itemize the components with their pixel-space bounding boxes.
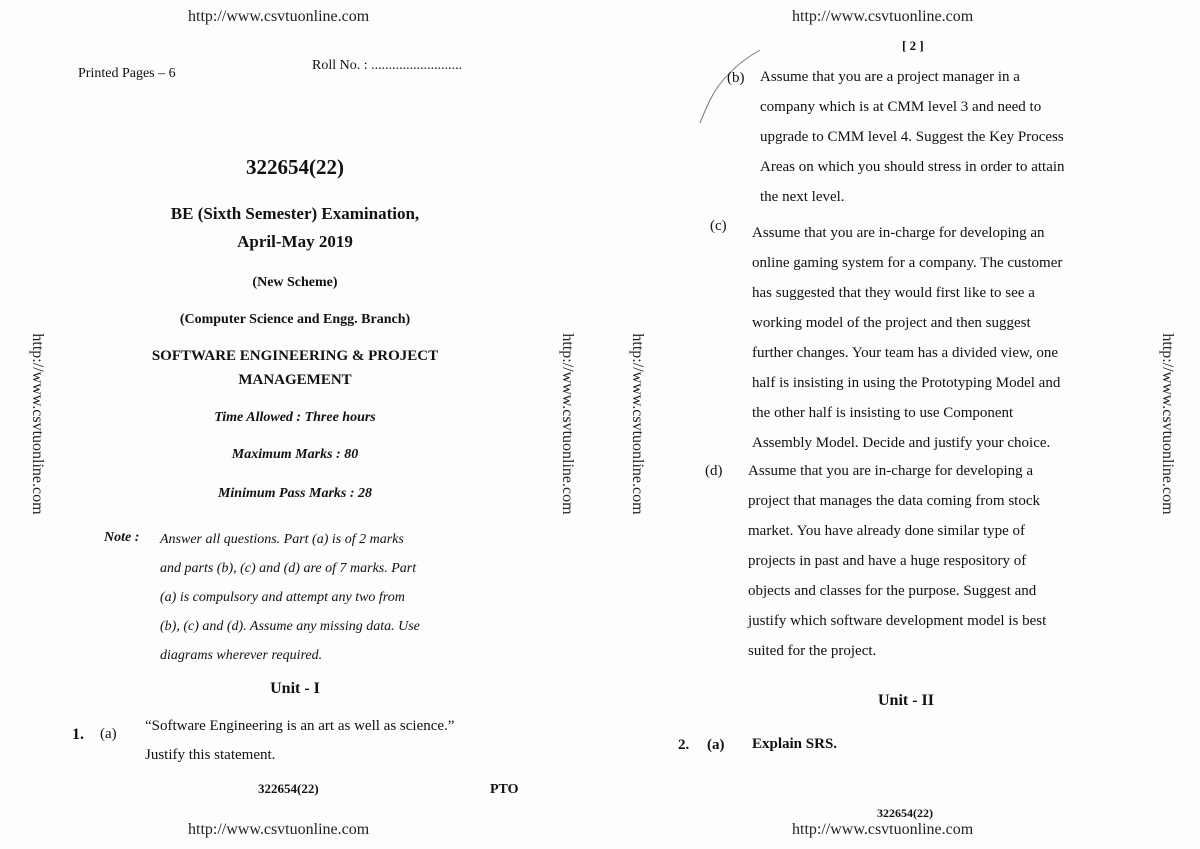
question-b-line: the next level. [760,189,845,205]
question-2a-label: (a) [707,737,725,753]
question-d-line: market. You have already done similar type of [748,523,1026,539]
side-url-center-right: http://www.csvtuonline.com [629,333,646,515]
question-c-line: the other half is insisting to use Component [752,405,1014,421]
question-number-2: 2. [678,737,690,753]
question-c-line: half is insisting in using the Prototyping Model and [752,375,1061,391]
printed-pages: Printed Pages – 6 [78,66,176,81]
note-text [160,525,490,670]
footer-paper-code-left: 322654(22) [258,781,319,796]
header-url-left: http://www.csvtuonline.com [188,8,370,25]
branch: (Computer Science and Engg. Branch) [179,312,411,327]
question-c-label: (c) [710,218,727,234]
question-number-1: 1. [72,726,84,743]
question-2a-text: Explain SRS. [752,736,838,752]
side-url-center-left: http://www.csvtuonline.com [559,333,576,515]
note-line: and parts (b), (c) and (d) are of 7 marks. Part [160,561,417,576]
question-c-line: further changes. Your team has a divided view, one [752,345,1059,361]
question-b-line: Areas on which you should stress in order to attain [760,159,1065,175]
footer-url-left: http://www.csvtuonline.com [188,821,370,838]
question-1a-text-2: Justify this statement. [145,747,276,763]
note-label: Note : [104,530,140,545]
question-d-line: suited for the project. [748,643,877,659]
question-b-text [760,62,1120,212]
exam-session: April-May 2019 [237,232,353,251]
question-1a-text: “Software Engineering is an art as well as science.” [145,718,455,734]
time-allowed: Time Allowed : Three hours [214,410,376,425]
question-d-line: justify which software development model is best [748,613,1047,629]
note-line: Answer all questions. Part (a) is of 2 marks [160,532,404,547]
question-c-line: online gaming system for a company. The customer [752,255,1063,271]
side-url-right: http://www.csvtuonline.com [1159,333,1176,515]
question-d-line: projects in past and have a huge respository of [748,553,1027,569]
question-c-line: Assembly Model. Decide and justify your choice. [752,435,1051,451]
unit-heading-2: Unit - II [878,692,935,709]
question-b-line: Assume that you are a project manager in a [760,69,1020,85]
pto: PTO [490,782,519,797]
question-1a-label: (a) [100,726,117,742]
subject-title: SOFTWARE ENGINEERING & PROJECT [151,348,439,364]
question-d-line: project that manages the data coming from stock [748,493,1040,509]
paper-code: 322654(22) [246,155,344,179]
question-c-line: Assume that you are in-charge for developing an [752,225,1045,241]
minimum-marks: Minimum Pass Marks : 28 [217,486,373,501]
scheme: (New Scheme) [252,275,338,290]
subject-title-2: MANAGEMENT [238,372,352,388]
note-line: (a) is compulsory and attempt any two from [160,590,405,605]
question-b-line: upgrade to CMM level 4. Suggest the Key Process [760,129,1064,145]
question-b-label: (b) [727,70,745,86]
footer-paper-code-right: 322654(22) [877,806,933,820]
header-url-right: http://www.csvtuonline.com [792,8,974,25]
question-c-line: working model of the project and then suggest [752,315,1031,331]
note-line: (b), (c) and (d). Assume any missing data. Use [160,619,420,634]
question-c-line: has suggested that they would first like to see a [752,285,1035,301]
question-c-text [752,218,1122,458]
unit-heading-1: Unit - I [270,680,320,697]
roll-no: Roll No. : .......................... [312,58,463,73]
question-d-label: (d) [705,463,723,479]
note-line: diagrams wherever required. [160,648,323,663]
footer-url-right: http://www.csvtuonline.com [792,821,974,838]
page-number: [ 2 ] [902,38,924,53]
exam-title: BE (Sixth Semester) Examination, [170,204,420,223]
question-d-line: objects and classes for the purpose. Suggest and [748,583,1037,599]
question-b-line: company which is at CMM level 3 and need to [760,99,1042,115]
question-d-text [748,456,1118,666]
side-url-left: http://www.csvtuonline.com [29,333,46,515]
question-d-line: Assume that you are in-charge for developing a [748,463,1034,479]
maximum-marks: Maximum Marks : 80 [231,447,359,462]
